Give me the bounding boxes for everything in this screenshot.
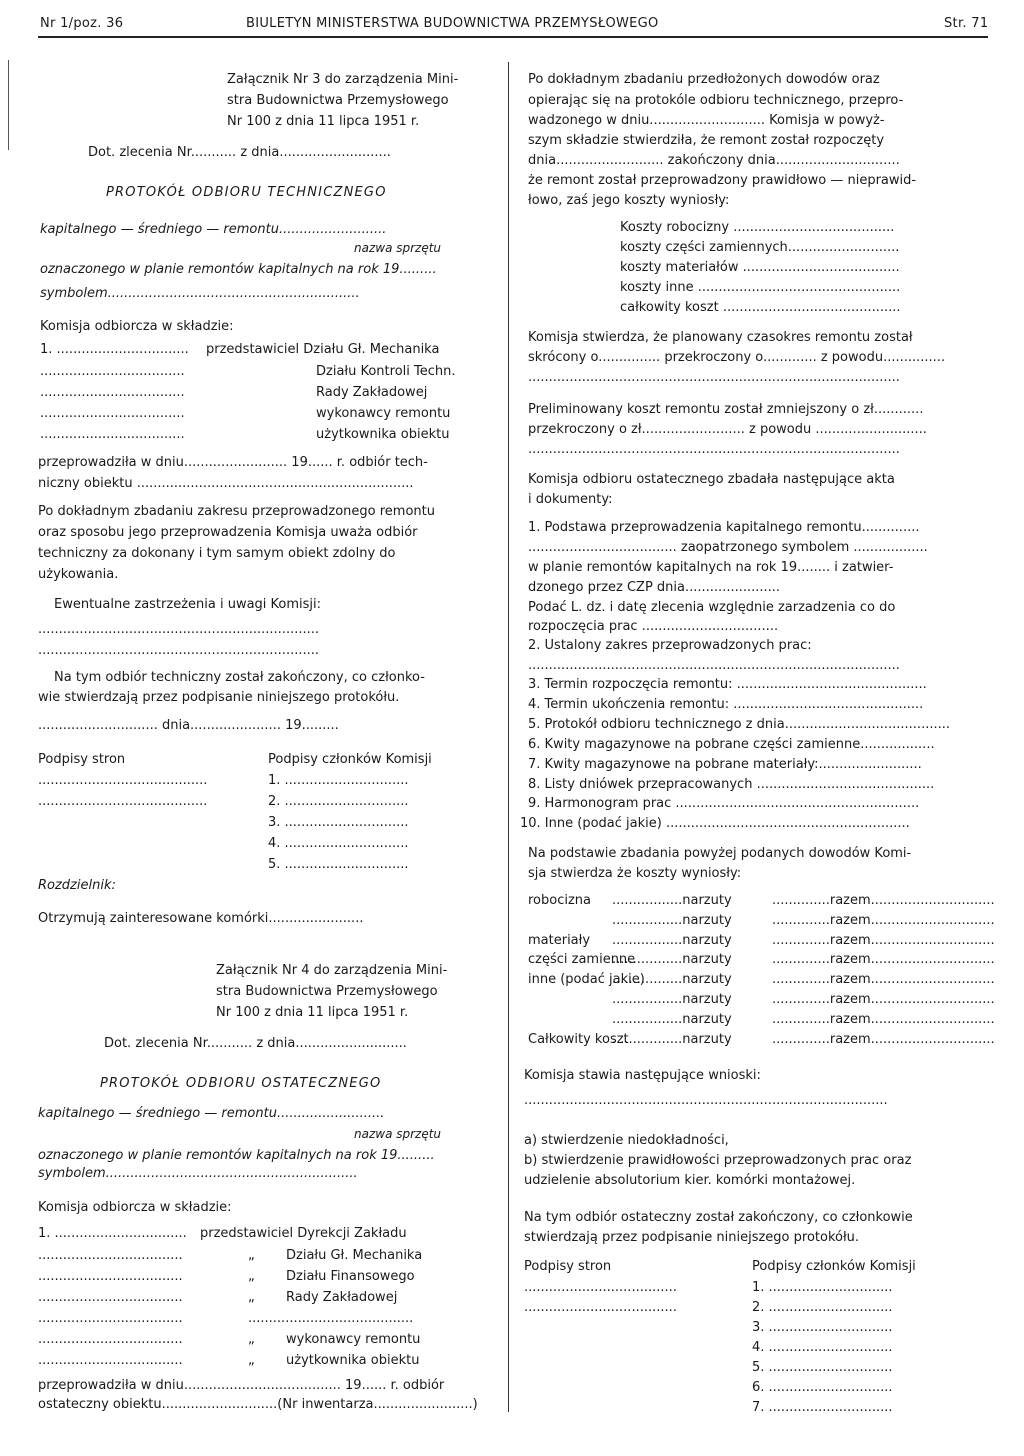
cost-line: całkowity koszt ........................................... [620,300,901,315]
symbol-1: symbolem............................................................. [40,286,360,301]
paragraph-line: szym składzie stwierdziła, że remont został rozpoczęty [528,133,885,148]
ditto-mark: „ [248,1353,255,1368]
signature-line: ..................................... [524,1300,677,1315]
cost-row-total: ..............razem.............................. [772,1032,995,1047]
header-rule [38,36,988,38]
conducted-line-2b: ostateczny obiektu............................(Nr inwentarza........................) [38,1397,478,1412]
member-role: Rady Zakładowej [286,1290,398,1305]
remarks-heading: Ewentualne zastrzeżenia i uwagi Komisji: [54,597,322,612]
document-item: 3. Termin rozpoczęcia remontu: .............................................. [528,677,927,692]
document-item: 2. Ustalony zakres przeprowadzonych prac: [528,638,812,653]
paragraph-line: .......................................................................................... [528,442,900,457]
paragraph-line: Na podstawie zbadania powyżej podanych dowodów Komi- [528,846,912,861]
remarks-line: .................................................................... [38,643,319,658]
attachment4-line2: stra Budownictwa Przemysłowego [216,984,438,999]
paragraph-line: oraz sposobu jego przeprowadzenia Komisja uważa odbiór [38,525,418,540]
member-dots: ................................... [40,385,185,400]
member-dots: 1. ................................ [40,342,189,357]
member-role: Działu Kontroli Techn. [316,364,456,379]
signatures-members-title: Podpisy członków Komisji [752,1259,916,1274]
symbol-2: symbolem............................................................. [38,1166,358,1181]
signature-line: ......................................... [38,794,208,809]
signatures-members-title: Podpisy członków Komisji [268,752,432,767]
member-role: przedstawiciel Działu Gł. Mechanika [206,342,440,357]
attachment3-line3: Nr 100 z dnia 11 lipca 1951 r. [227,114,420,129]
closing-line-2b: stwierdzają przez podpisanie niniejszego protokółu. [524,1230,860,1245]
ditto-mark: „ [248,1269,255,1284]
cost-row-surcharge: .................narzuty [612,893,732,908]
member-dots: ................................... [40,406,185,421]
distribution-text: Otrzymują zainteresowane komórki....................... [38,911,364,926]
member-dots: ................................... [38,1353,183,1368]
distribution-label: Rozdzielnik: [38,878,116,893]
cost-row-total: ..............razem.............................. [772,1012,995,1027]
paragraph-line: i dokumenty: [528,492,613,507]
signature-line: 7. .............................. [752,1400,893,1415]
repair-type-1: kapitalnego — średniego — remontu.......................... [40,222,387,237]
signature-line: ..................................... [524,1280,677,1295]
document-item: rozpoczęcia prac ................................. [528,619,779,634]
cost-row-surcharge: .................narzuty [612,1012,732,1027]
paragraph-line: Po dokładnym zbadaniu zakresu przeprowadzonego remontu [38,504,435,519]
paragraph-line: Komisja odbioru ostatecznego zbadała następujące akta [528,472,895,487]
attachment3-line1: Załącznik Nr 3 do zarządzenia Mini- [227,72,459,87]
cost-line: koszty materiałów ...................................... [620,260,900,275]
document-item: 1. Podstawa przeprowadzenia kapitalnego remontu.............. [528,520,920,535]
member-dots: ................................... [40,364,185,379]
member-role: użytkownika obiektu [316,427,450,442]
document-item: 10. Inne (podać jakie) ........................................................... [520,816,910,831]
paragraph-line: Komisja stwierdza, że planowany czasokres remontu został [528,330,913,345]
paragraph-line: łowo, zaś jego koszty wyniosły: [528,193,730,208]
document-item: 7. Kwity magazynowe na pobrane materiały:......................... [528,757,922,772]
cost-row-label: robocizna [528,893,592,908]
paragraph-line: Preliminowany koszt remontu został zmniejszony o zł............ [528,402,924,417]
document-item: 5. Protokół odbioru technicznego z dnia........................................ [528,717,950,732]
cost-line: koszty części zamiennych........................... [620,240,900,255]
member-role: wykonawcy remontu [316,406,451,421]
header-issue: Nr 1/poz. 36 [40,16,124,31]
member-dots: ................................... [38,1311,183,1326]
cost-row-surcharge: .................narzuty [612,992,732,1007]
order-ref-2: Dot. zlecenia Nr........... z dnia........................... [104,1036,407,1051]
paragraph-line: sja stwierdza że koszty wyniosły: [528,866,742,881]
paragraph-line: przekroczony o zł......................... z powodu ........................... [528,422,927,437]
signature-line: 6. .............................. [752,1380,893,1395]
signatures-parties-title: Podpisy stron [524,1259,612,1274]
member-role: użytkownika obiektu [286,1353,420,1368]
closing-line-2a: Na tym odbiór ostateczny został zakończony, co członkowie [524,1210,913,1225]
signature-line: 2. .............................. [752,1300,893,1315]
member-dots: ................................... [38,1332,183,1347]
plan-year-1: oznaczonego w planie remontów kapitalnych na rok 19......... [40,262,437,277]
member-role: Działu Gł. Mechanika [286,1248,423,1263]
date-line-1: ............................. dnia...................... 19......... [38,718,339,733]
cost-line: koszty inne ................................................. [620,280,901,295]
document-item: 6. Kwity magazynowe na pobrane części zamienne.................. [528,737,935,752]
cost-row-total: ..............razem.............................. [772,893,995,908]
repair-type-2: kapitalnego — średniego — remontu.......................... [38,1106,385,1121]
plan-year-2: oznaczonego w planie remontów kapitalnych na rok 19......... [38,1148,435,1163]
header-title: BIULETYN MINISTERSTWA BUDOWNICTWA PRZEMYSŁOWEGO [246,16,659,31]
paragraph-line: opierając się na protokóle odbioru technicznego, przepro- [528,93,904,108]
cost-row-label: części zamienne [528,952,636,967]
cost-row-label: Całkowity koszt [528,1032,629,1047]
header-page-number: Str. 71 [944,16,989,31]
member-dots: ................................... [38,1290,183,1305]
motion-item: udzielenie absolutorium kier. komórki montażowej. [524,1173,856,1188]
conducted-line-1a: przeprowadziła w dniu......................... 19...... r. odbiór tech- [38,455,428,470]
ditto-mark: „ [248,1332,255,1347]
signature-line: 3. .............................. [268,815,409,830]
cost-row-surcharge: .................narzuty [612,1032,732,1047]
document-item: .......................................................................................... [528,658,900,673]
equipment-name-caption-1: nazwa sprzętu [354,241,442,255]
signature-line: 3. .............................. [752,1320,893,1335]
paragraph-line: użykowania. [38,567,119,582]
signature-line: 5. .............................. [752,1360,893,1375]
cost-row-surcharge: .................narzuty [612,913,732,928]
conducted-line-1b: niczny obiektu ................................................................... [38,476,414,491]
margin-mark [8,60,9,150]
protocol-title-2: PROTOKÓŁ ODBIORU OSTATECZNEGO [100,1076,382,1091]
member-dots: ................................... [40,427,185,442]
conducted-line-2a: przeprowadziła w dniu...................................... 19...... r. odbiór [38,1378,445,1393]
ditto-mark: „ [248,1248,255,1263]
attachment4-line1: Załącznik Nr 4 do zarządzenia Mini- [216,963,448,978]
paragraph-line: dnia.......................... zakończony dnia.............................. [528,153,900,168]
cost-row-surcharge: .................narzuty [612,972,732,987]
cost-row-label: materiały [528,933,591,948]
protocol-title-1: PROTOKÓŁ ODBIORU TECHNICZNEGO [106,185,387,200]
document-item: 9. Harmonogram prac ........................................................... [528,796,920,811]
document-item: dzonego przez CZP dnia....................... [528,580,781,595]
cost-line: Koszty robocizny ....................................... [620,220,895,235]
member-dots: ................................... [38,1248,183,1263]
cost-row-total: ..............razem.............................. [772,933,995,948]
member-role: Działu Finansowego [286,1269,415,1284]
signature-line: 4. .............................. [752,1340,893,1355]
cost-row-total: ..............razem.............................. [772,952,995,967]
order-ref-1: Dot. zlecenia Nr........... z dnia........................... [88,145,391,160]
commission-heading-2: Komisja odbiorcza w składzie: [38,1200,232,1215]
member-role: Rady Zakładowej [316,385,428,400]
document-item: .................................... zaopatrzonego symbolem .................. [528,540,928,555]
member-role: ........................................ [248,1311,414,1326]
closing-line-1a: Na tym odbiór techniczny został zakończony, co członko- [54,670,425,685]
ditto-mark: „ [248,1290,255,1305]
document-item: Podać L. dz. i datę zlecenia względnie zarzadzenia co do [528,600,896,615]
signature-line: ......................................... [38,773,208,788]
paragraph-line: .......................................................................................... [528,370,900,385]
member-role: wykonawcy remontu [286,1332,421,1347]
member-dots: ................................... [38,1269,183,1284]
signature-line: 1. .............................. [752,1280,893,1295]
signature-line: 4. .............................. [268,836,409,851]
document-item: 8. Listy dniówek przepracowanych ........................................... [528,777,935,792]
running-header [0,10,1024,36]
motion-item: a) stwierdzenie niedokładności, [524,1133,729,1148]
document-item: w planie remontów kapitalnych na rok 19........ i zatwier- [528,560,894,575]
remarks-line: .................................................................... [38,622,319,637]
signature-line: 1. .............................. [268,773,409,788]
member-dots: 1. ................................ [38,1226,187,1241]
paragraph-line: że remont został przeprowadzony prawidłowo — nieprawid- [528,173,917,188]
cost-row-total: ..............razem.............................. [772,913,995,928]
signature-line: 2. .............................. [268,794,409,809]
motions-heading: Komisja stawia następujące wnioski: [524,1068,761,1083]
member-role: przedstawiciel Dyrekcji Zakładu [200,1226,407,1241]
paragraph-line: Po dokładnym zbadaniu przedłożonych dowodów oraz [528,72,880,87]
document-item: 4. Termin ukończenia remontu: .............................................. [528,697,924,712]
paragraph-line: techniczny za dokonany i tym samym obiekt zdolny do [38,546,396,561]
attachment3-line2: stra Budownictwa Przemysłowego [227,93,449,108]
signatures-parties-title: Podpisy stron [38,752,126,767]
motion-item: b) stwierdzenie prawidłowości przeprowadzonych prac oraz [524,1153,912,1168]
column-divider [508,62,509,1412]
cost-row-total: ..............razem.............................. [772,972,995,987]
cost-row-surcharge: .................narzuty [612,933,732,948]
signature-line: 5. .............................. [268,857,409,872]
motions-line: ........................................................................................ [524,1093,888,1108]
cost-row-surcharge: .................narzuty [612,952,732,967]
paragraph-line: skrócony o............... przekroczony o............. z powodu............... [528,350,946,365]
paragraph-line: wadzonego w dniu............................ Komisja w powyż- [528,113,885,128]
attachment4-line3: Nr 100 z dnia 11 lipca 1951 r. [216,1005,409,1020]
cost-row-total: ..............razem.............................. [772,992,995,1007]
cost-row-label: inne (podać jakie) [528,972,645,987]
commission-heading-1: Komisja odbiorcza w składzie: [40,319,234,334]
equipment-name-caption-2: nazwa sprzętu [354,1127,442,1141]
closing-line-1b: wie stwierdzają przez podpisanie niniejszego protokółu. [38,690,400,705]
